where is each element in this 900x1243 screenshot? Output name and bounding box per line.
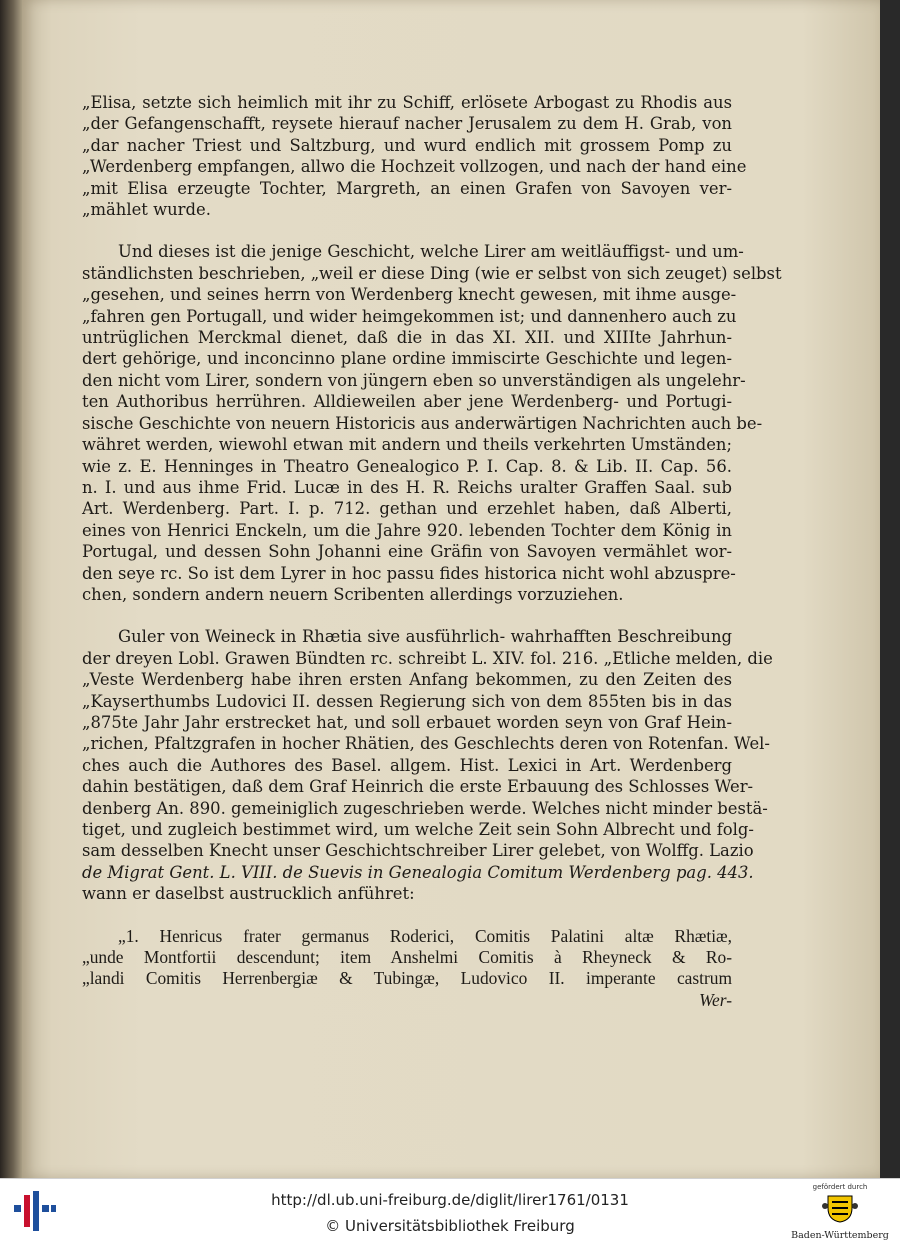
text-line: denberg An. 890. gemeiniglich zugeschrieben werde. Welches nicht minder bestä-	[82, 798, 768, 818]
catchword: Wer-	[699, 989, 732, 1010]
paragraph	[82, 626, 773, 904]
text-line: sische Geschichte von neuern Historicis aus anderwärtigen Nachrichten auch be-	[82, 413, 763, 433]
text-line: n. I. und aus ihme Frid. Lucæ in des H. R. Reichs uralter Graffen Saal. sub	[82, 477, 732, 497]
text-line: „landi Comitis Herrenbergiæ & Tubingæ, Ludovico II. imperante castrum	[82, 968, 732, 989]
text-line: de Migrat Gent. L. VIII. de Suevis in Genealogia Comitum Werdenberg pag. 443.	[82, 862, 754, 882]
text-line: ches auch die Authores des Basel. allgem. Hist. Lexici in Art. Werdenberg	[82, 755, 732, 775]
text-line: „gesehen, und seines herrn von Werdenberg knecht gewesen, mit ihme ausge-	[82, 285, 737, 305]
text-line: Art. Werdenberg. Part. I. p. 712. gethan und erzehlet haben, daß Alberti,	[82, 499, 732, 519]
page-gutter	[0, 0, 22, 1178]
text-line: der dreyen Lobl. Grawen Bündten rc. schreibt L. XIV. fol. 216. „Etliche melden, die	[82, 648, 773, 668]
text-line: den seye rc. So ist dem Lyrer in hoc passu fides historica nicht wohl abzuspre-	[82, 563, 736, 583]
text-line: „unde Montfortii descendunt; item Anshelmi Comitis à Rheyneck & Ro-	[82, 947, 732, 968]
text-line: „Veste Werdenberg habe ihren ersten Anfang bekommen, zu den Zeiten des	[82, 670, 732, 690]
text-line: wie z. E. Henninges in Theatro Genealogico P. I. Cap. 8. & Lib. II. Cap. 56.	[82, 456, 732, 476]
text-line: Portugal, und dessen Sohn Johanni eine Gräfin von Savoyen vermählet wor-	[82, 542, 732, 562]
sponsor-name: Baden-Württemberg	[791, 1230, 889, 1241]
text-line: untrüglichen Merckmal dienet, daß die in das XI. XII. und XIIIte Jahrhun-	[82, 328, 732, 348]
text-line: „richen, Pfaltzgrafen in hocher Rhätien, des Geschlechts deren von Rotenfan. Wel-	[82, 734, 770, 754]
baden-wuerttemberg-coat-of-arms-icon	[820, 1192, 860, 1224]
text-line: „875te Jahr Jahr erstrecket hat, und soll erbauet worden seyn von Graf Hein-	[82, 712, 732, 732]
sponsor-badge[interactable]	[790, 1183, 890, 1241]
text-line: Und dieses ist die jenige Geschicht, welche Lirer am weitläuffigst- und um-	[118, 242, 744, 262]
text-line: ständlichsten beschrieben, „weil er diese Ding (wie er selbst von sich zeuget) selbst	[82, 263, 782, 283]
text-line: „Elisa, setzte sich heimlich mit ihr zu Schiff, erlösete Arbogast zu Rhodis aus	[82, 93, 732, 112]
text-line: den nicht vom Lirer, sondern von jüngern eben so unverständigen als ungelehr-	[82, 370, 746, 390]
page-permalink[interactable]: http://dl.ub.uni-freiburg.de/diglit/lirer1761/0131	[271, 1191, 629, 1209]
text-line: „Kayserthumbs Ludovici II. dessen Regierung sich von dem 855ten bis in das	[82, 691, 732, 711]
copyright-notice: © Universitätsbibliothek Freiburg	[325, 1217, 575, 1235]
text-line: „1. Henricus frater germanus Roderici, Comitis Palatini altæ Rhætiæ,	[118, 925, 732, 946]
latin-quote-block	[82, 926, 732, 990]
book-page	[22, 0, 880, 1178]
text-line: chen, sondern andern neuern Scribenten allerdings vorzuziehen.	[82, 584, 624, 604]
page-text	[82, 92, 782, 1011]
text-line: „mit Elisa erzeugte Tochter, Margreth, an einen Grafen von Savoyen ver-	[82, 178, 732, 198]
paragraph	[82, 241, 782, 605]
text-line: ten Authoribus herrühren. Alldieweilen aber jene Werdenberg- und Portugi-	[82, 392, 732, 412]
text-line: dert gehörige, und inconcinno plane ordine immiscirte Geschichte und legen-	[82, 349, 732, 369]
text-line: wann er daselbst austrucklich anführet:	[82, 884, 415, 904]
text-line: „dar nacher Triest und Saltzburg, und wurd endlich mit grossem Pomp zu	[82, 135, 732, 155]
sponsor-caption: gefördert durch	[812, 1183, 868, 1191]
paragraph-gap	[82, 605, 732, 626]
text-line: „mählet wurde.	[82, 200, 211, 220]
paragraph-gap	[82, 220, 732, 241]
text-line: „Werdenberg empfangen, allwo die Hochzeit vollzogen, und nach der hand eine	[82, 157, 747, 177]
text-line: tiget, und zugleich bestimmet wird, um welche Zeit sein Sohn Albrecht und folg-	[82, 820, 754, 839]
text-line: Guler von Weineck in Rhætia sive ausführlich- wahrhafften Beschreibung	[118, 627, 732, 647]
text-line: währet werden, wiewohl etwan mit andern und theils verkehrten Umständen;	[82, 435, 732, 455]
text-line: sam desselben Knecht unser Geschichtschreiber Lirer gelebet, von Wolffg. Lazio	[82, 841, 754, 861]
paragraph-gap	[82, 905, 732, 926]
viewer-footer	[0, 1178, 900, 1243]
quote-block	[82, 92, 747, 220]
text-line: dahin bestätigen, daß dem Graf Heinrich die erste Erbauung des Schlosses Wer-	[82, 777, 754, 797]
text-line: eines von Henrici Enckeln, um die Jahre 920. lebenden Tochter dem König in	[82, 520, 732, 540]
text-line: „der Gefangenschafft, reysete hierauf nacher Jerusalem zu dem H. Grab, von	[82, 114, 732, 134]
text-line: „fahren gen Portugall, und wider heimgekommen ist; und dannenhero auch zu	[82, 306, 737, 326]
